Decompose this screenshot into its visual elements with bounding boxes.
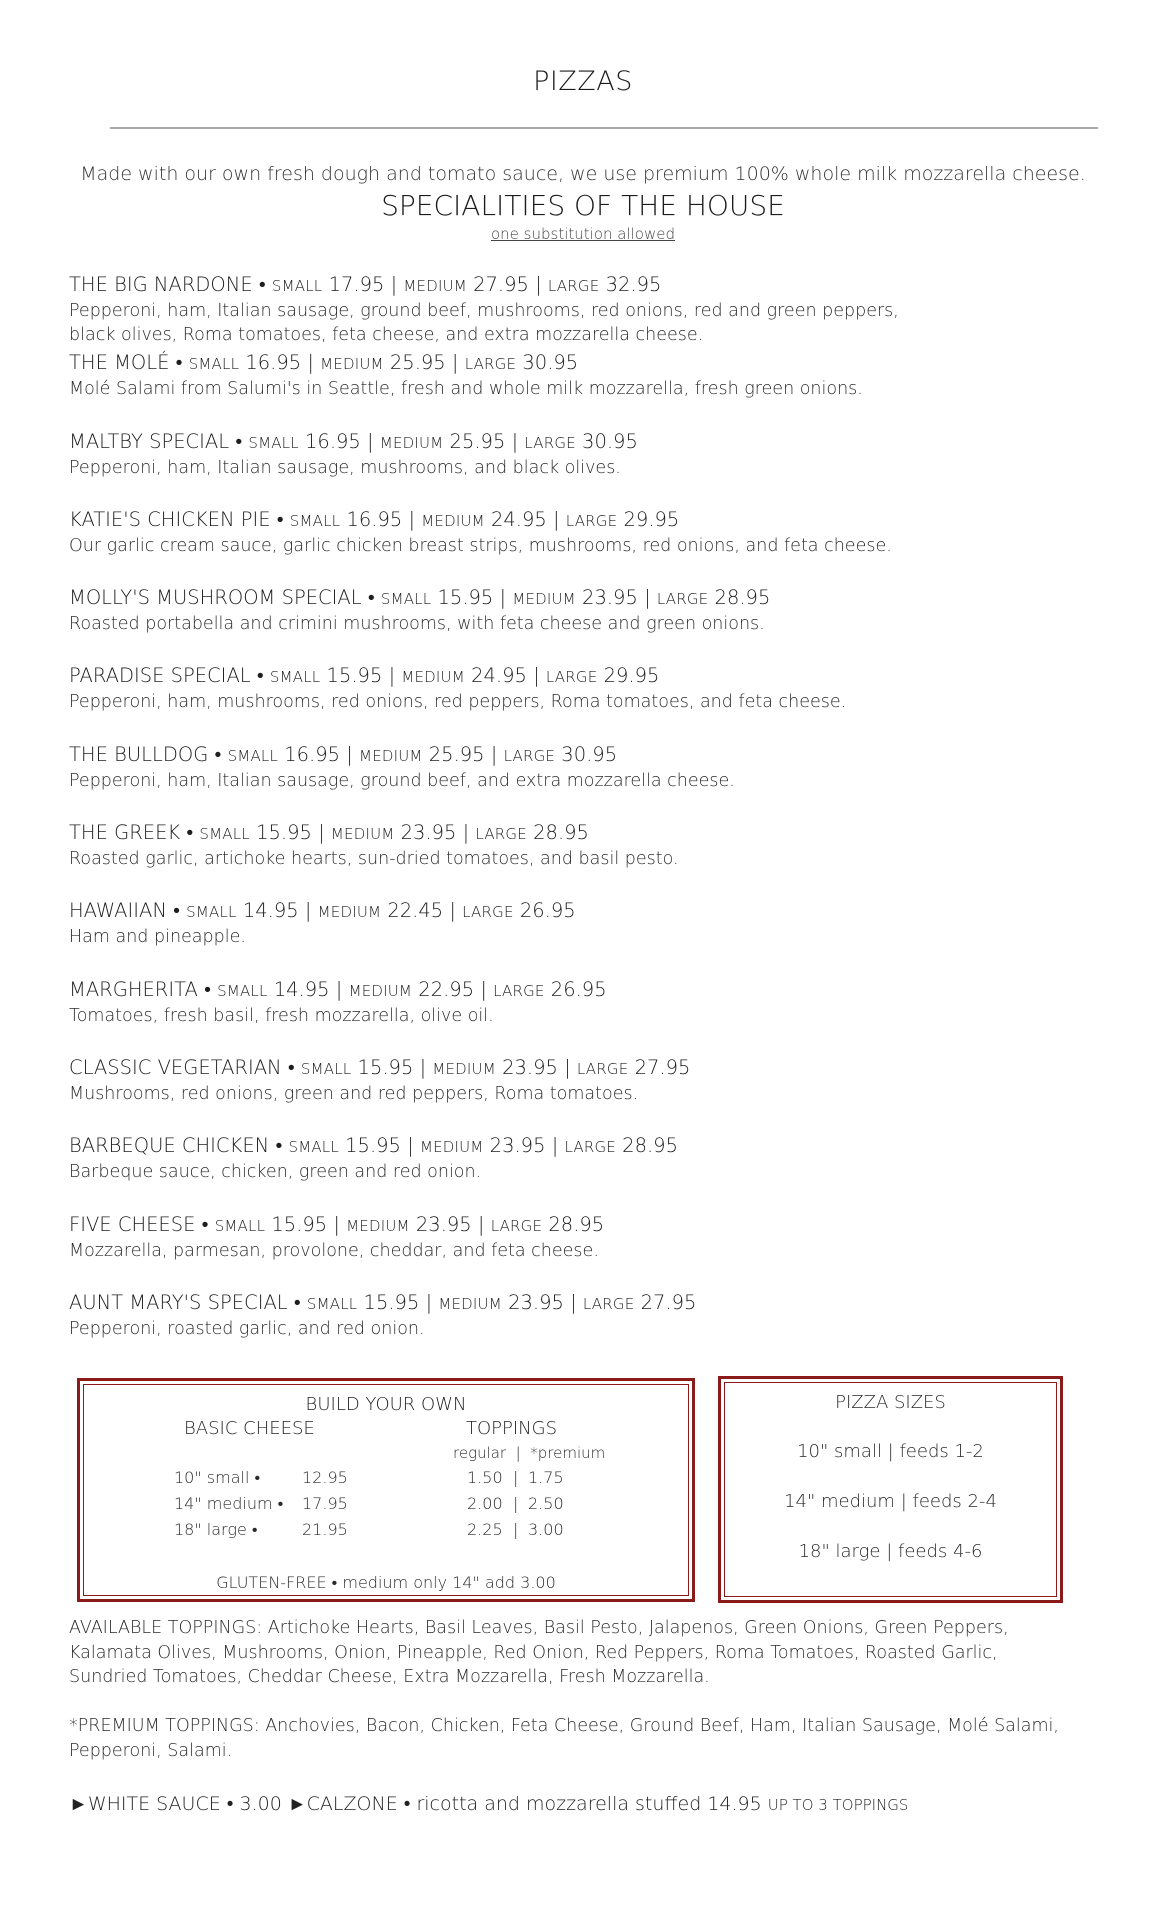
price-large: 29.95 [603,664,660,688]
calzone-price: 14.95 [707,1793,762,1815]
feeds-label: feeds 4-6 [898,1541,983,1562]
size-label-large: LARGE [524,433,576,452]
price-large: 26.95 [519,899,576,923]
premium-price: 3.00 [528,1520,564,1539]
extras-line [69,1793,908,1816]
price-medium: 23.95 [508,1290,564,1314]
price-large: 28.95 [622,1134,678,1158]
pizza-item [69,585,1069,663]
size-label-medium: MEDIUM [320,355,384,374]
pizza-name: MALTBY SPECIAL [69,429,230,453]
pizza-description: Pepperoni, ham, Italian sausage, ground beef, mushrooms, red onions, red and green peppers, black olives, Roma tomatoes, feta cheese, and extra mozzarella cheese. [69,301,899,345]
calzone-label: CALZONE [306,1793,398,1815]
pizza-item [69,272,1069,350]
price-medium: 25.95 [389,351,446,375]
price-large: 28.95 [533,821,589,845]
price-small: 15.95 [345,1134,401,1158]
size-label-large: LARGE [475,825,527,844]
divider: | [570,1290,577,1314]
pizza-name: KATIE'S CHICKEN PIE [69,507,271,531]
pizza-description: Tomatoes, fresh basil, fresh mozzarella, olive oil. [69,1005,494,1026]
price-medium: 25.95 [449,429,506,453]
bullet: • [293,1290,301,1314]
specialties-heading: SPECIALITIES OF THE HOUSE [381,189,785,222]
pizza-list [69,272,1069,1368]
size-label-large: LARGE [490,1216,543,1235]
price-small: 15.95 [357,1055,414,1079]
divider: | [533,664,540,688]
size-label: 10" small [797,1441,882,1462]
price-large: 28.95 [548,1212,605,1236]
pizza-item [69,1212,1069,1290]
price-medium: 23.95 [582,586,638,610]
price-large: 28.95 [714,586,771,610]
price-large: 32.95 [605,273,662,296]
price-small: 15.95 [363,1290,420,1314]
price-small: 15.95 [256,821,312,845]
divider: | [513,1494,519,1513]
price-small: 16.95 [245,351,302,375]
divider: | [880,1541,898,1562]
price-medium: 27.95 [473,273,529,296]
size-label-medium: MEDIUM [419,1138,484,1157]
pizza-description: Molé Salami from Salumi's in Seattle, fresh and whole milk mozzarella, fresh green onions. [69,379,863,400]
bullet: • [204,977,211,1001]
pizza-name: THE MOLÉ [69,351,170,375]
pizza-description: Mushrooms, red onions, green and red peppers, Roma tomatoes. [69,1083,639,1104]
pizza-sizes-title: PIZZA SIZES [835,1392,946,1413]
divider: | [553,507,560,531]
divider: | [511,429,519,453]
divider: | [499,586,507,610]
white-sauce-price: 3.00 [239,1793,282,1815]
bullet: • [186,821,194,845]
bullet: • [175,351,183,375]
pizza-description: Roasted garlic, artichoke hearts, sun-dried tomatoes, and basil pesto. [69,849,679,870]
size-label-small: SMALL [271,277,323,295]
pizza-description: Pepperoni, roasted garlic, and red onion. [69,1318,425,1339]
size-label-medium: MEDIUM [317,903,382,922]
pizza-header [69,1290,1069,1317]
size-label-large: LARGE [564,1138,616,1157]
bullet: • [214,742,222,766]
size-label-small: SMALL [188,355,240,374]
size-label-medium: MEDIUM [438,1294,502,1313]
price-small: 14.95 [273,977,330,1001]
size-label-large: LARGE [464,355,517,374]
size-label-large: LARGE [656,590,709,609]
size-label-small: SMALL [289,511,341,530]
size-label-large: LARGE [503,746,556,765]
divider: | [490,742,498,766]
premium-price: 2.50 [528,1494,564,1513]
divider: | [462,821,470,845]
divider: | [480,977,487,1001]
pizza-size-row [721,1491,1060,1512]
pizza-item [69,1290,1069,1368]
title-divider [110,127,1098,129]
pizza-item [69,742,1069,820]
pizza-header [69,585,1069,612]
available-toppings: AVAILABLE TOPPINGS: Artichoke Hearts, Basil Leaves, Basil Pesto, Jalapenos, Green Onions, Green Peppers, Kalamata Olives, Mushrooms, Onion, Pineapple, Red Onion, Red Peppers, Roma Tomatoes, Roasted Garlic, Sundried Tomatoes, Cheddar Cheese, Extra Mozzarella, Fresh Mozzarella. [69,1618,1009,1687]
premium-label: *premium [530,1444,606,1462]
divider: | [367,429,374,453]
basic-cheese-label: BASIC CHEESE [184,1418,315,1439]
pizza-name: MARGHERITA [69,977,198,1001]
divider: | [346,742,353,766]
pizza-description: Our garlic cream sauce, garlic chicken breast strips, mushrooms, red onions, and feta cheese. [69,535,892,556]
pizza-header [69,272,1069,299]
divider: | [477,1212,485,1236]
pizza-description: Roasted portabella and crimini mushrooms, with feta cheese and green onions. [69,614,765,635]
page-title: PIZZAS [533,66,633,97]
price-small: 15.95 [326,664,383,688]
price-medium: 23.95 [502,1055,558,1079]
pizza-description: Mozzarella, parmesan, provolone, cheddar, and feta cheese. [69,1240,599,1261]
price-large: 27.95 [640,1290,697,1314]
size-label-small: SMALL [300,1059,352,1078]
price-medium: 25.95 [428,742,485,766]
pizza-name: AUNT MARY'S SPECIAL [69,1290,288,1314]
basic-price: 12.95 [302,1468,348,1487]
pizza-item [69,429,1069,507]
calzone-note: UP TO 3 TOPPINGS [767,1796,909,1814]
bullet: • [256,664,264,688]
bullet: • [258,273,266,296]
size-label-large: LARGE [576,1059,629,1078]
bullet: • [367,586,375,610]
feeds-label: feeds 2-4 [912,1491,997,1512]
pizza-header [69,977,1069,1004]
divider: | [513,1520,519,1539]
divider: | [551,1134,559,1158]
bullet: • [235,429,243,453]
bullet: • [403,1793,411,1815]
pizza-description: Pepperoni, ham, mushrooms, red onions, red peppers, Roma tomatoes, and feta cheese. [69,692,847,713]
price-small: 15.95 [271,1212,328,1236]
regular-label: regular [453,1444,507,1462]
size-label-small: SMALL [217,981,268,1000]
build-your-own-box [77,1378,695,1602]
bullet: • [226,1793,234,1815]
pizza-item [69,507,1069,585]
premium-price: 1.75 [528,1468,564,1487]
price-medium: 22.45 [387,899,444,923]
bullet: • [201,1212,209,1236]
price-medium: 24.95 [471,664,527,688]
feeds-label: feeds 1-2 [899,1441,984,1462]
pizza-name: THE GREEK [69,821,181,845]
arrow-icon: ► [287,1793,307,1815]
size-label-medium: MEDIUM [330,825,395,844]
price-medium: 23.95 [489,1134,546,1158]
topping-divider: | [510,1444,526,1462]
regular-price: 2.25 [467,1520,503,1539]
price-small: 16.95 [346,507,403,531]
size-label-small: SMALL [214,1216,266,1235]
size-label: 18" large • [174,1520,258,1539]
divider: | [419,1055,427,1079]
divider: | [388,664,396,688]
size-label-medium: MEDIUM [348,981,413,1000]
size-label-large: LARGE [462,903,514,922]
size-label-large: LARGE [565,511,618,530]
bullet: • [275,1134,283,1158]
size-label-medium: MEDIUM [512,590,576,609]
size-label: 10" small • [174,1468,261,1487]
divider: | [644,586,651,610]
pizza-name: CLASSIC VEGETARIAN [69,1055,282,1079]
pizza-name: THE BULLDOG [69,742,209,766]
size-label-large: LARGE [545,668,598,687]
price-small: 17.95 [328,273,385,296]
size-label-small: SMALL [199,825,250,844]
pizza-size-row [721,1541,1060,1562]
size-label-small: SMALL [380,590,432,609]
price-medium: 22.95 [418,977,475,1001]
pizza-name: HAWAIIAN [69,899,167,923]
pizza-size-row [721,1441,1060,1462]
pizza-description: Pepperoni, ham, Italian sausage, mushrooms, and black olives. [69,457,621,478]
gluten-free-note: GLUTEN-FREE • medium only 14" add 3.00 [216,1573,556,1592]
size-label: 14" medium [784,1491,895,1512]
size-label-small: SMALL [306,1294,358,1313]
size-label-medium: MEDIUM [421,511,485,530]
size-label-small: SMALL [288,1138,339,1157]
divider: | [407,1134,414,1158]
pizza-header [69,507,1069,534]
size-label-medium: MEDIUM [403,277,467,295]
size-label-medium: MEDIUM [359,746,423,765]
pizza-header [69,429,1069,456]
size-label-large: LARGE [547,277,600,295]
size-label-medium: MEDIUM [432,1059,496,1078]
divider: | [564,1055,571,1079]
toppings-subheader [453,1444,605,1462]
price-medium: 23.95 [400,821,457,845]
bullet: • [173,899,180,923]
pizza-description: Barbeque sauce, chicken, green and red onion. [69,1162,482,1183]
divider: | [307,351,314,375]
pizza-item [69,1055,1069,1133]
pizza-item [69,977,1069,1055]
divider: | [894,1491,913,1512]
pizza-item [69,663,1069,741]
price-small: 16.95 [284,742,341,766]
divider: | [425,1290,433,1314]
pizza-header [69,1133,1069,1160]
price-large: 27.95 [634,1055,691,1079]
size-label: 14" medium • [174,1494,284,1513]
pizza-sizes-box [718,1376,1063,1603]
pizza-header [69,742,1069,769]
size-label-medium: MEDIUM [346,1216,410,1235]
price-medium: 23.95 [415,1212,472,1236]
price-large: 30.95 [522,351,579,375]
toppings-label: TOPPINGS [466,1418,558,1439]
build-your-own-title: BUILD YOUR OWN [305,1394,467,1415]
pizza-header [69,1055,1069,1082]
pizza-header [69,898,1069,925]
pizza-header [69,1212,1069,1239]
size-label-small: SMALL [186,903,237,922]
pizza-item [69,820,1069,898]
regular-price: 2.00 [467,1494,503,1513]
price-small: 16.95 [305,429,361,453]
pizza-name: FIVE CHEESE [69,1212,196,1236]
divider: | [390,273,398,296]
size-label-medium: MEDIUM [379,433,444,452]
pizza-description: Pepperoni, ham, Italian sausage, ground beef, and extra mozzarella cheese. [69,770,735,791]
calzone-desc: ricotta and mozzarella stuffed [416,1793,702,1815]
divider: | [304,899,312,923]
pizza-header [69,820,1069,847]
pizza-item [69,1133,1069,1211]
size-label-small: SMALL [248,433,299,452]
bullet: • [287,1055,295,1079]
intro-text: Made with our own fresh dough and tomato sauce, we use premium 100% whole milk mozzarella cheese. [80,163,1086,185]
price-large: 29.95 [623,507,680,531]
price-large: 30.95 [561,742,618,766]
pizza-name: PARADISE SPECIAL [69,664,251,688]
pizza-name: MOLLY'S MUSHROOM SPECIAL [69,586,362,610]
size-label-large: LARGE [582,1294,635,1313]
divider: | [451,351,459,375]
price-medium: 24.95 [490,507,547,531]
size-label: 18" large [798,1541,881,1562]
price-large: 30.95 [582,429,638,453]
regular-price: 1.50 [467,1468,503,1487]
divider: | [408,507,416,531]
bullet: • [276,507,284,531]
pizza-item [69,898,1069,976]
price-large: 26.95 [550,977,607,1001]
divider: | [535,273,542,296]
pizza-name: THE BIG NARDONE [69,273,253,296]
size-label-large: LARGE [493,981,545,1000]
divider: | [335,977,343,1001]
pizza-header [69,350,1069,377]
price-small: 15.95 [437,586,494,610]
basic-price: 17.95 [302,1494,348,1513]
pizza-item [69,350,1069,428]
white-sauce-label: WHITE SAUCE [87,1793,221,1815]
divider: | [881,1441,900,1462]
price-small: 14.95 [242,899,299,923]
pizza-name: BARBEQUE CHICKEN [69,1134,270,1158]
arrow-icon: ► [69,1793,88,1815]
size-label-medium: MEDIUM [401,668,465,687]
pizza-header [69,663,1069,690]
size-label-small: SMALL [269,668,321,687]
size-label-small: SMALL [227,746,279,765]
basic-price: 21.95 [302,1520,348,1539]
divider: | [513,1468,519,1487]
divider: | [333,1212,340,1236]
divider: | [449,899,456,923]
divider: | [318,821,325,845]
specialties-subheading: one substitution allowed [491,225,675,243]
premium-toppings: *PREMIUM TOPPINGS: Anchovies, Bacon, Chicken, Feta Cheese, Ground Beef, Ham, Italian Sausage, Molé Salami, Pepperoni, Salami. [69,1716,1059,1761]
pizza-description: Ham and pineapple. [69,927,246,948]
